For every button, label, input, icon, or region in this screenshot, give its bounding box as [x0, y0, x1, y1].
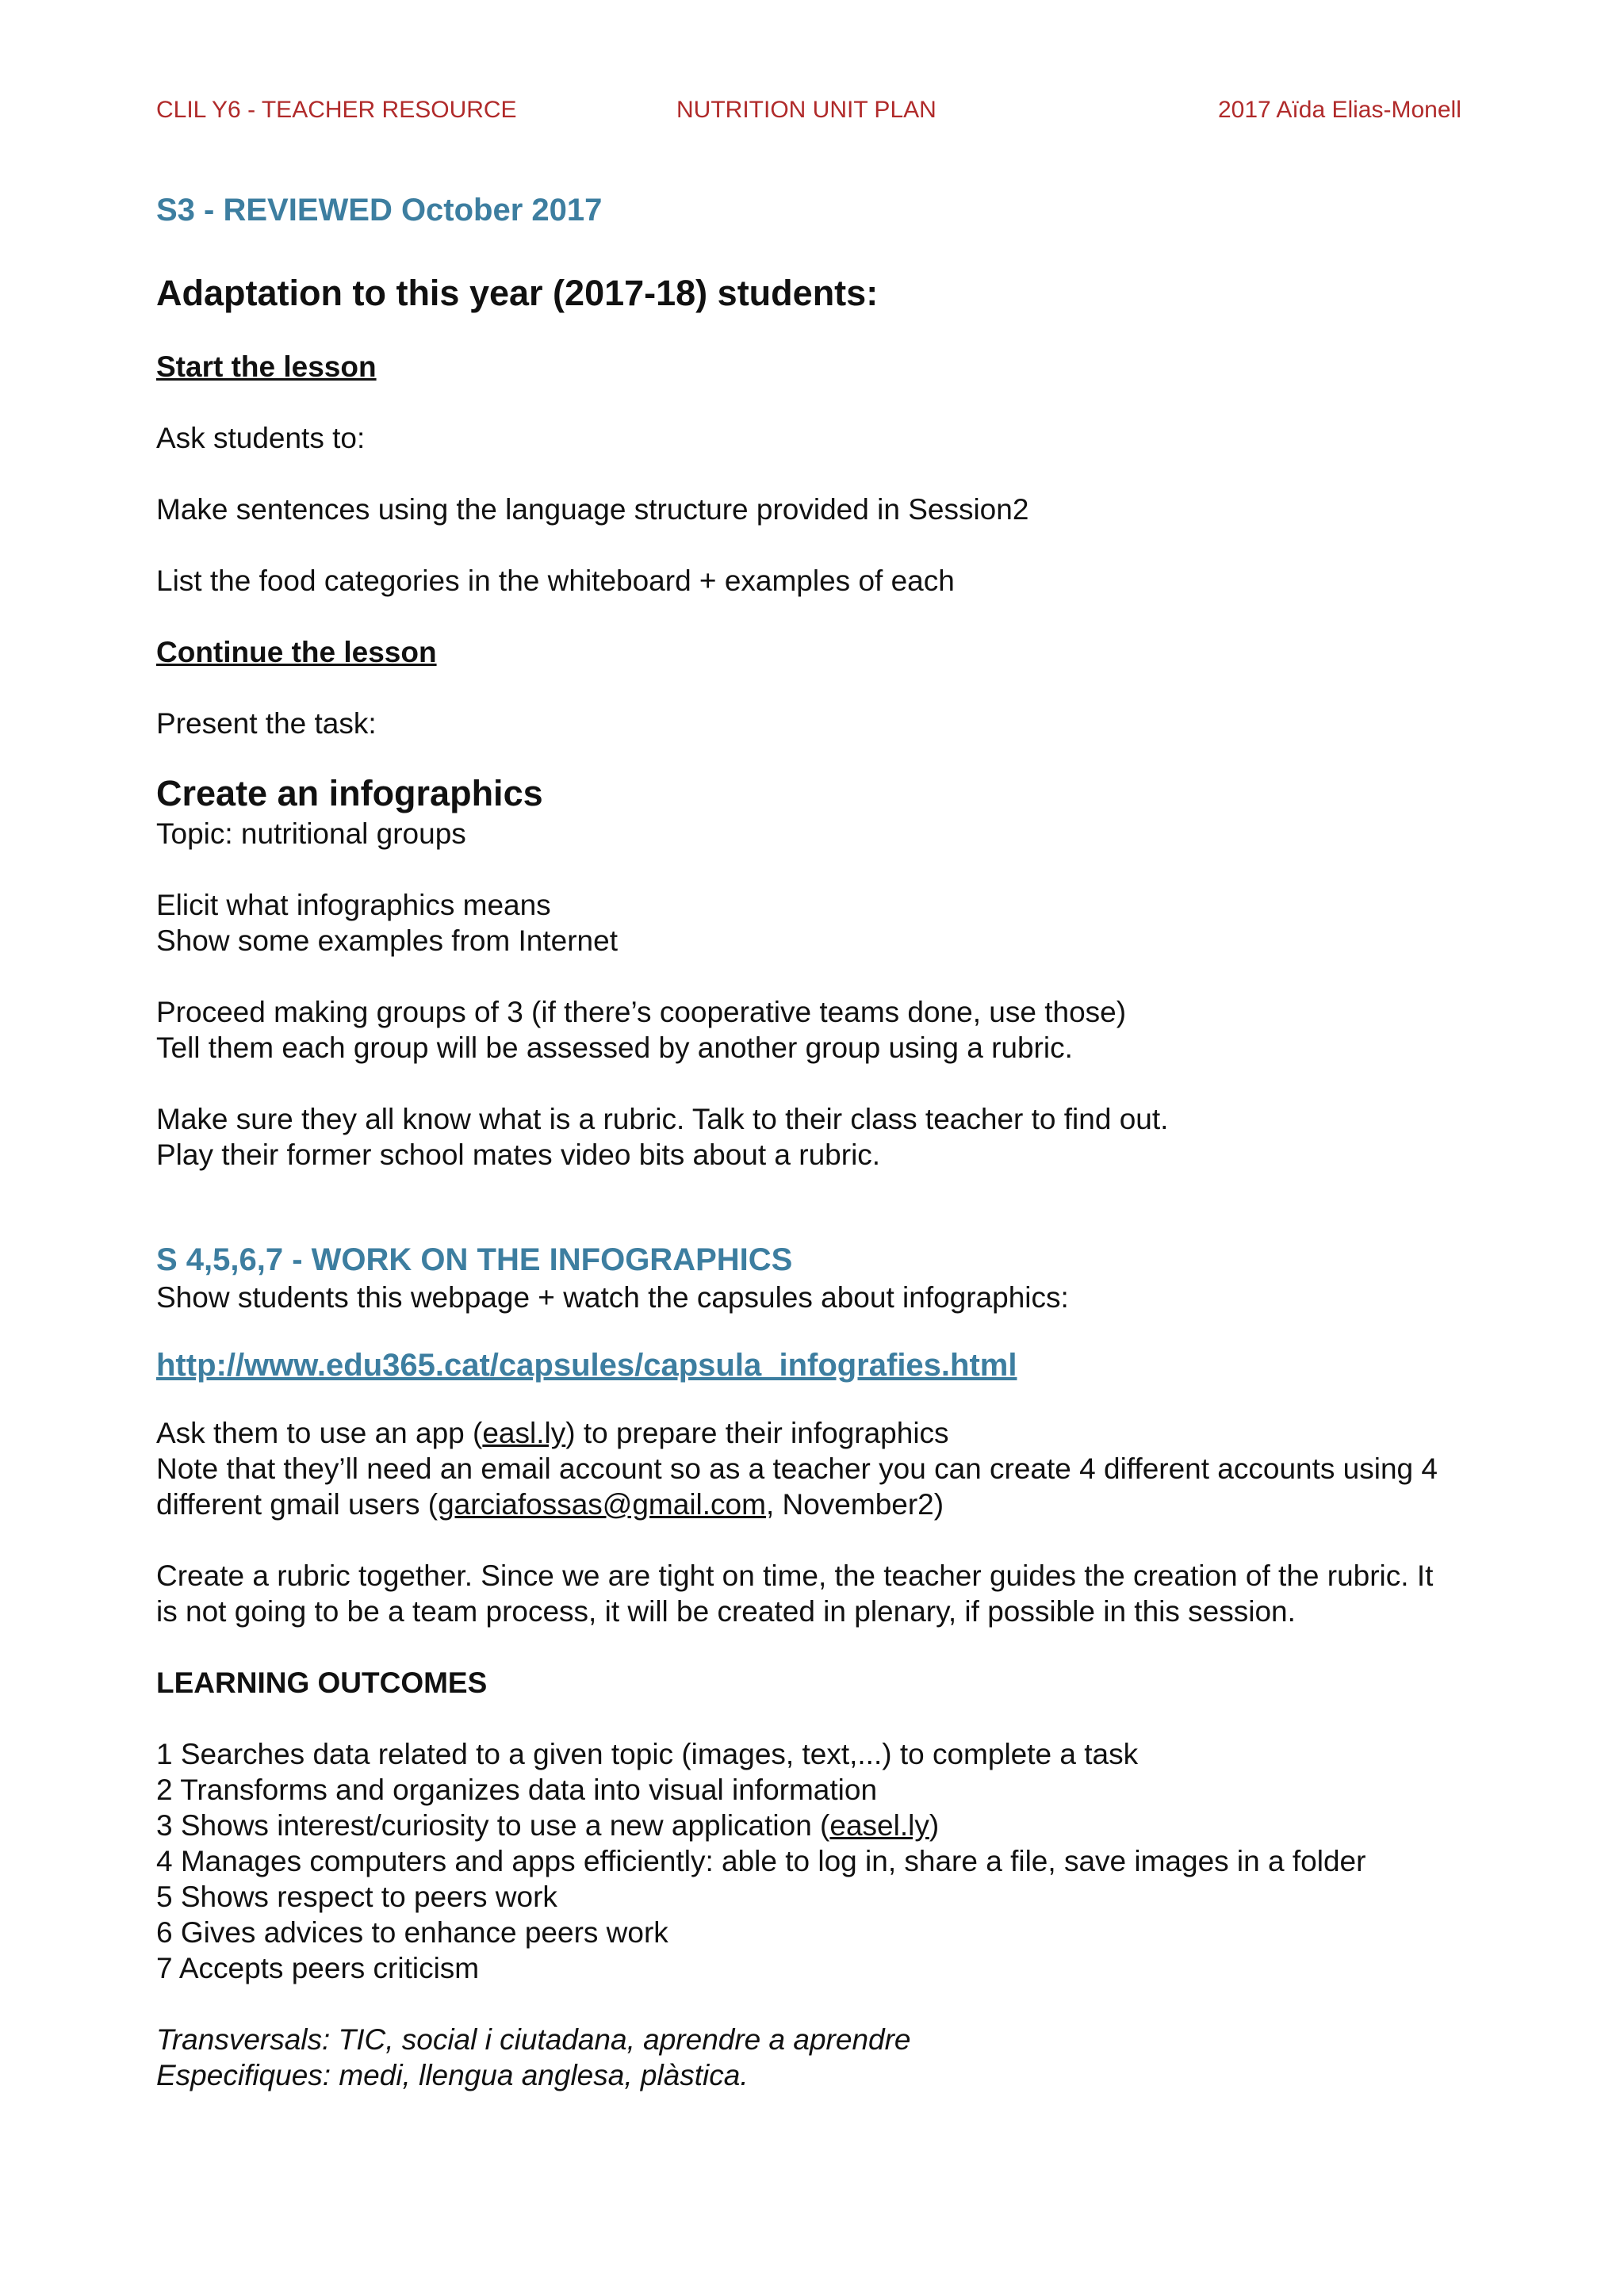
outcome-3-post: )	[929, 1809, 940, 1842]
create-infographics-heading: Create an infographics	[156, 773, 543, 813]
make-sentences-text: Make sentences using the language structure provided in Session2	[156, 493, 1029, 526]
gmail-post: , November2)	[765, 1488, 944, 1521]
especifiques-text: Especifiques: medi, llengua anglesa, plàstica.	[156, 2059, 749, 2091]
header-left: CLIL Y6 - TEACHER RESOURCE	[156, 97, 517, 123]
outcome-item	[156, 1808, 1473, 1843]
capsules-link[interactable]: http://www.edu365.cat/capsules/capsula_infografies.html	[156, 1348, 1017, 1383]
make-sure-text: Make sure they all know what is a rubric. Talk to their class teacher to find out.	[156, 1103, 1169, 1135]
note-accounts-text: Note that they’ll need an email account so as a teacher you can create 4 different accounts using 4	[156, 1452, 1438, 1485]
easl-link[interactable]: easl.ly	[482, 1417, 566, 1449]
s3-title: S3 - REVIEWED October 2017	[156, 193, 603, 228]
show-examples-text: Show some examples from Internet	[156, 924, 618, 957]
tell-assessed-text: Tell them each group will be assessed by another group using a rubric.	[156, 1031, 1073, 1064]
email-link[interactable]: garciafossas@gmail.com	[438, 1488, 766, 1521]
proceed-groups-text: Proceed making groups of 3 (if there’s cooperative teams done, use those)	[156, 996, 1127, 1028]
topic-text: Topic: nutritional groups	[156, 817, 466, 850]
header-center: NUTRITION UNIT PLAN	[676, 97, 936, 123]
present-task-text: Present the task:	[156, 707, 377, 740]
outcome-item: 6 Gives advices to enhance peers work	[156, 1916, 668, 1949]
elicit-text: Elicit what infographics means	[156, 889, 551, 921]
s4-title: S 4,5,6,7 - WORK ON THE INFOGRAPHICS	[156, 1242, 793, 1277]
header-right: 2017 Aïda Elias-Monell	[1218, 97, 1461, 123]
outcome-item: 2 Transforms and organizes data into visual information	[156, 1774, 878, 1806]
continue-lesson-heading: Continue the lesson	[156, 636, 437, 668]
ask-app-text	[156, 1415, 1473, 1451]
outcome-item: 4 Manages computers and apps efficiently: able to log in, share a file, save images in a folder	[156, 1845, 1366, 1877]
rubric-text-1: Create a rubric together. Since we are tight on time, the teacher guides the creation of the rubric. It	[156, 1559, 1434, 1592]
outcome-item: 1 Searches data related to a given topic (images, text,...) to complete a task	[156, 1738, 1139, 1770]
learning-outcomes-heading: LEARNING OUTCOMES	[156, 1667, 488, 1699]
list-categories-text: List the food categories in the whiteboard + examples of each	[156, 564, 955, 597]
document-content	[156, 190, 1473, 2093]
rubric-text-2: is not going to be a team process, it will be created in plenary, if possible in this session.	[156, 1595, 1296, 1628]
ask-app-post: ) to prepare their infographics	[565, 1417, 949, 1449]
show-students-text: Show students this webpage + watch the capsules about infographics:	[156, 1281, 1069, 1314]
ask-app-pre: Ask them to use an app (	[156, 1417, 483, 1449]
adaptation-heading: Adaptation to this year (2017-18) students:	[156, 273, 879, 313]
easel-link[interactable]: easel.ly	[829, 1809, 929, 1842]
gmail-users-text	[156, 1487, 1473, 1522]
outcome-item: 7 Accepts peers criticism	[156, 1952, 480, 1984]
play-video-text: Play their former school mates video bits about a rubric.	[156, 1138, 881, 1171]
start-lesson-heading: Start the lesson	[156, 350, 377, 383]
outcome-3-pre: 3 Shows interest/curiosity to use a new application (	[156, 1809, 830, 1842]
ask-students-text: Ask students to:	[156, 422, 366, 454]
gmail-pre: different gmail users (	[156, 1488, 439, 1521]
outcome-item: 5 Shows respect to peers work	[156, 1881, 557, 1913]
transversals-text: Transversals: TIC, social i ciutadana, aprendre a aprendre	[156, 2023, 911, 2056]
